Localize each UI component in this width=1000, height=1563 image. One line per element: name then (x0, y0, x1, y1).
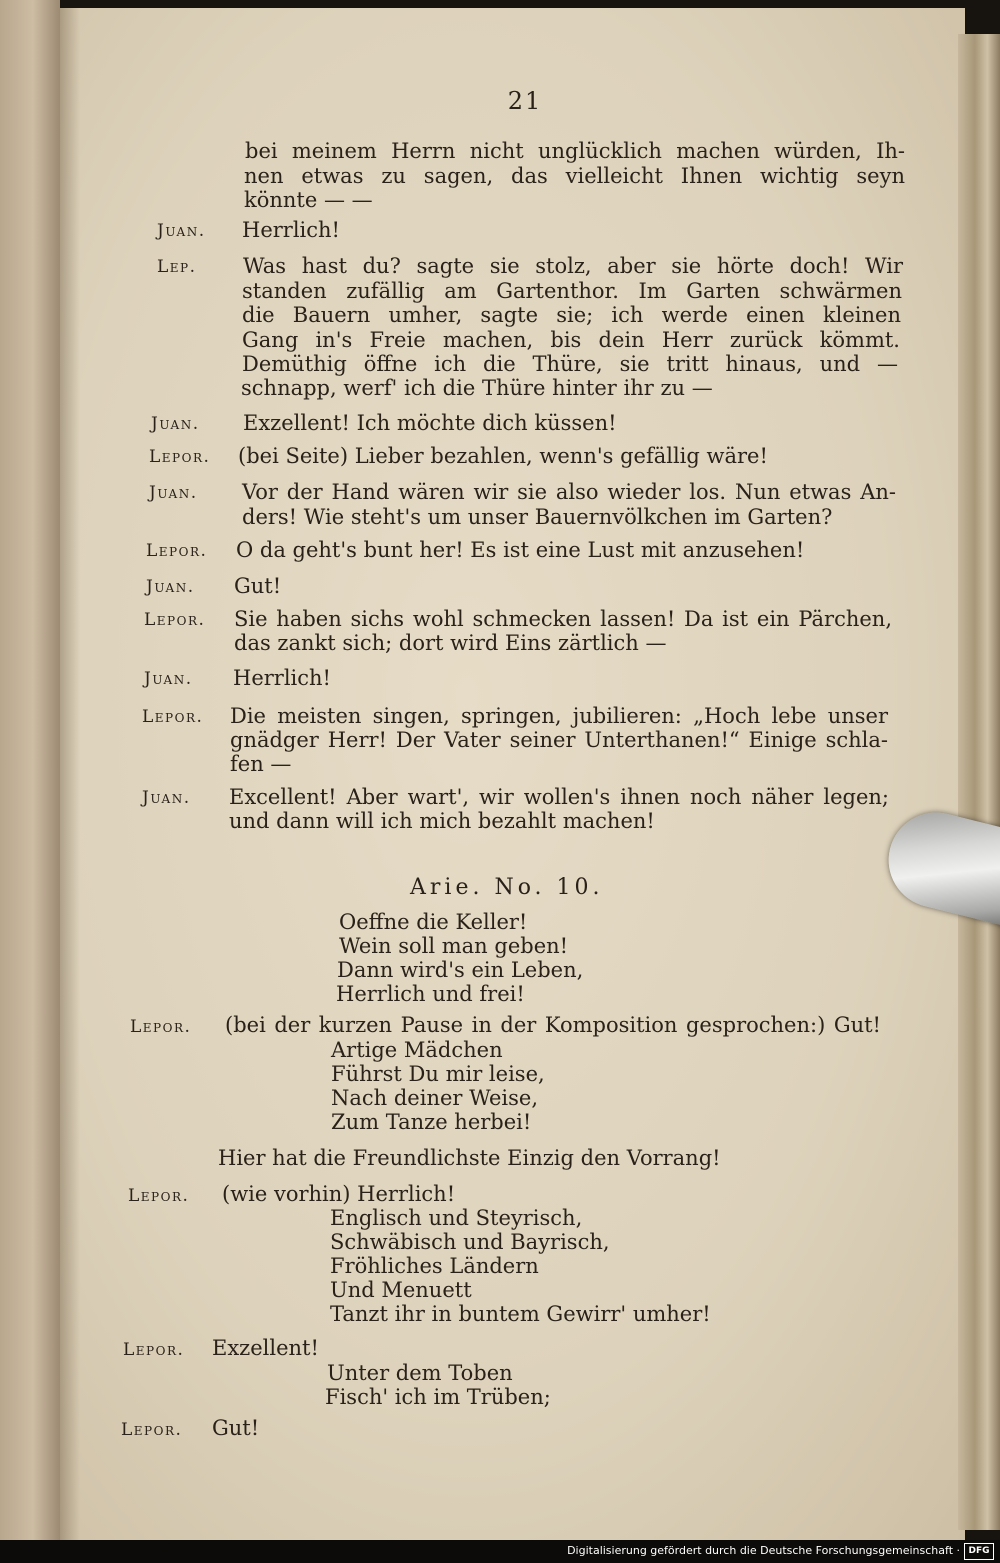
speaker-leporello: Lepor. (144, 610, 206, 630)
text-line: schnapp, werf' ich die Thüre hinter ihr zu — (241, 376, 713, 400)
speaker-juan: Juan. (157, 221, 206, 241)
text-line: O da geht's bunt her! Es ist eine Lust mit anzusehen! (236, 538, 805, 562)
text-line: ders! Wie steht's um unser Bauernvölkchen im Garten? (242, 505, 833, 529)
dfg-logo-icon: DFG (964, 1543, 994, 1560)
page-number: 21 (507, 87, 543, 115)
text-line: Gang in's Freie machen, bis dein Herr zurück kömmt. (242, 328, 900, 352)
verse-line: Dann wird's ein Leben, (337, 958, 584, 982)
speaker-leporello: Lep. (157, 257, 197, 277)
verse-line: Tanzt ihr in buntem Gewirr' umher! (330, 1302, 711, 1326)
text-line: Sie haben sichs wohl schmecken lassen! Da ist ein Pärchen, (234, 607, 892, 631)
text-line: Gut! (212, 1416, 260, 1440)
text-line: Exzellent! (212, 1336, 319, 1360)
text-line: Exzellent! Ich möchte dich küssen! (243, 411, 617, 435)
text-line: (bei der kurzen Pause in der Komposition gesprochen:) Gut! (225, 1013, 881, 1037)
verse-line: Englisch und Steyrisch, (330, 1206, 583, 1230)
speaker-leporello: Lepor. (123, 1340, 185, 1360)
verse-line: Unter dem Toben (327, 1361, 513, 1385)
footer-bar (0, 1540, 1000, 1563)
gutter-shadow (60, 8, 80, 1540)
speaker-juan: Juan. (151, 414, 200, 434)
speaker-leporello: Lepor. (121, 1420, 183, 1440)
text-line: Demüthig öffne ich die Thüre, sie tritt hinaus, und — (242, 352, 898, 376)
verse-line: Artige Mädchen (331, 1038, 503, 1062)
speaker-juan: Juan. (146, 577, 195, 597)
speaker-juan: Juan. (144, 669, 193, 689)
speaker-leporello: Lepor. (142, 707, 204, 727)
text-line: gnädger Herr! Der Vater seiner Unterthanen!“ Einige schla- (230, 728, 888, 752)
verse-line: Führst Du mir leise, (331, 1062, 545, 1086)
text-line: Vor der Hand wären wir sie also wieder los. Nun etwas An- (242, 480, 896, 504)
facing-page-edge (0, 0, 60, 1563)
text-line: Die meisten singen, springen, jubilieren: „Hoch lebe unser (230, 704, 888, 728)
text-line: fen — (230, 752, 292, 776)
text-line: bei meinem Herrn nicht unglücklich machen würden, Ih- (245, 139, 905, 163)
text-line: Hier hat die Freundlichste Einzig den Vorrang! (218, 1146, 721, 1170)
text-line: Was hast du? sagte sie stolz, aber sie hörte doch! Wir (243, 254, 903, 278)
verse-line: Herrlich und frei! (336, 982, 525, 1006)
verse-line: Fisch' ich im Trüben; (325, 1385, 551, 1409)
verse-line: Und Menuett (330, 1278, 472, 1302)
verse-line: Fröhliches Ländern (330, 1254, 539, 1278)
text-line: Herrlich! (242, 218, 340, 242)
speaker-leporello: Lepor. (130, 1017, 192, 1037)
text-line: Excellent! Aber wart', wir wollen's ihnen noch näher legen; (229, 785, 889, 809)
text-line: standen zufällig am Gartenthor. Im Garten schwärmen (242, 279, 902, 303)
speaker-leporello: Lepor. (146, 541, 208, 561)
verse-line: Zum Tanze herbei! (331, 1110, 532, 1134)
verse-line: Schwäbisch und Bayrisch, (330, 1230, 610, 1254)
text-line: (wie vorhin) Herrlich! (222, 1182, 456, 1206)
text-line: und dann will ich mich bezahlt machen! (229, 809, 655, 833)
verse-line: Nach deiner Weise, (331, 1086, 539, 1110)
text-line: die Bauern umher, sagte sie; ich werde einen kleinen (242, 303, 901, 327)
text-line: Gut! (234, 574, 282, 598)
speaker-leporello: Lepor. (128, 1186, 190, 1206)
aria-heading: Arie. No. 10. (410, 875, 604, 900)
speaker-leporello: Lepor. (149, 447, 211, 467)
text-line: könnte — — (244, 188, 373, 212)
verse-line: Oeffne die Keller! (339, 910, 528, 934)
verse-line: Wein soll man geben! (339, 934, 569, 958)
text-line: nen etwas zu sagen, das vielleicht Ihnen wichtig seyn (244, 164, 905, 188)
footer-credit: Digitalisierung gefördert durch die Deutsche Forschungsgemeinschaft · (567, 1544, 960, 1557)
text-line: Herrlich! (233, 666, 331, 690)
text-line: (bei Seite) Lieber bezahlen, wenn's gefällig wäre! (238, 444, 768, 468)
text-line: das zankt sich; dort wird Eins zärtlich — (234, 631, 667, 655)
page-stack-edge (958, 34, 1000, 1530)
speaker-juan: Juan. (149, 483, 198, 503)
speaker-juan: Juan. (142, 788, 191, 808)
